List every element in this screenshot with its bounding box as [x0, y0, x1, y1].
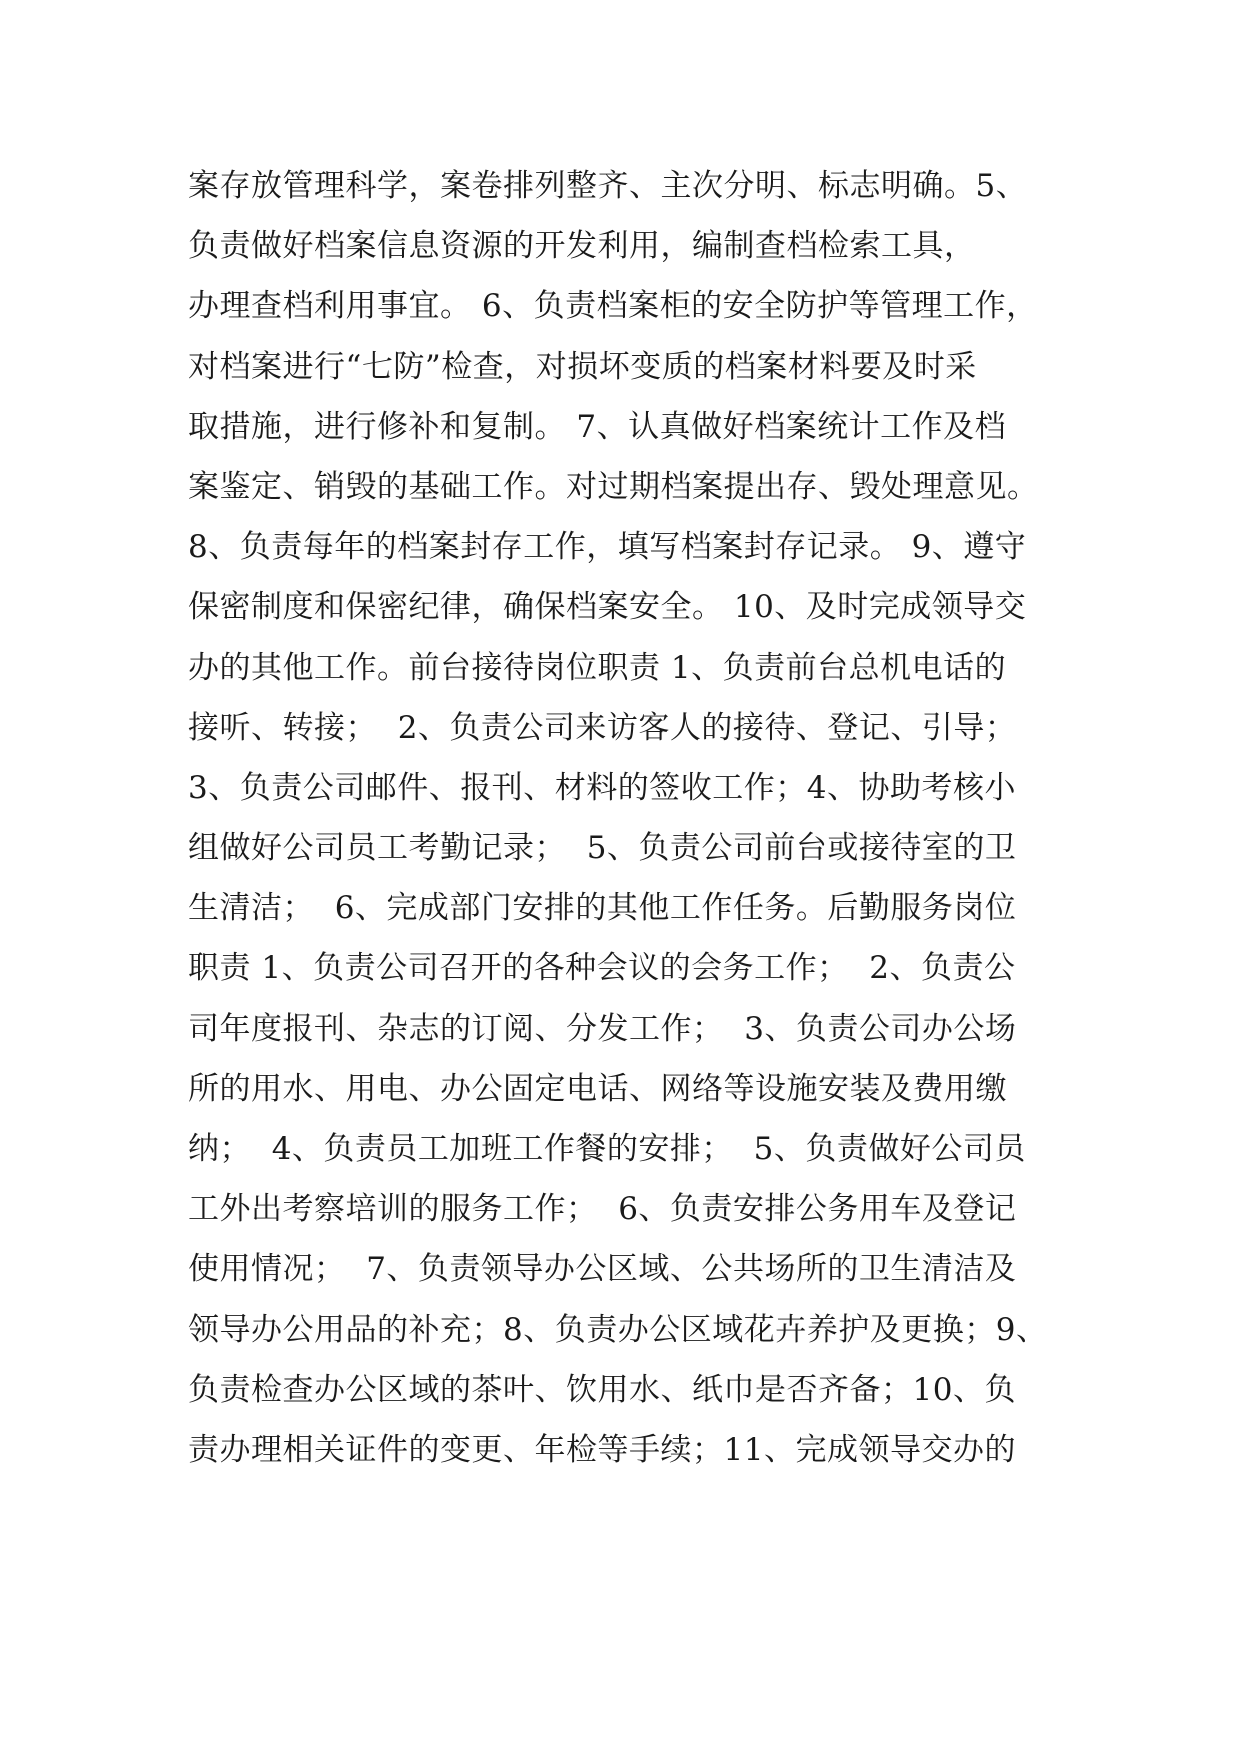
- text-line: 司年度报刊、杂志的订阅、分发工作； 3、负责公司办公场: [188, 1010, 1017, 1047]
- body-text: [188, 156, 1088, 1480]
- text-line: 接听、转接； 2、负责公司来访客人的接待、登记、引导；: [188, 709, 1017, 746]
- text-line: 3、负责公司邮件、报刊、材料的签收工作；4、协助考核小: [188, 769, 1016, 806]
- text-line: 职责 1、负责公司召开的各种会议的会务工作； 2、负责公: [188, 950, 1016, 987]
- text-line: 保密制度和保密纪律，确保档案安全。 10、及时完成领导交: [188, 589, 1027, 626]
- text-line: 办理查档利用事宜。 6、负责档案柜的安全防护等管理工作，: [188, 288, 1038, 325]
- text-line: 工外出考察培训的服务工作； 6、负责安排公务用车及登记: [188, 1191, 1017, 1228]
- text-line: 组做好公司员工考勤记录； 5、负责公司前台或接待室的卫: [188, 830, 1017, 867]
- text-line: 案鉴定、销毁的基础工作。对过期档案提出存、毁处理意见。: [188, 468, 1039, 505]
- text-line: 办的其他工作。前台接待岗位职责 1、负责前台总机电话的: [188, 649, 1007, 686]
- text-line: 8、负责每年的档案封存工作，填写档案封存记录。 9、遵守: [188, 529, 1027, 566]
- text-line: 生清洁； 6、完成部门安排的其他工作任务。后勤服务岗位: [188, 890, 1017, 927]
- text-line: 使用情况； 7、负责领导办公区域、公共场所的卫生清洁及: [188, 1251, 1017, 1288]
- text-line: 取措施，进行修补和复制。 7、认真做好档案统计工作及档: [188, 408, 1007, 445]
- text-line: 负责做好档案信息资源的开发利用，编制查档检索工具，: [188, 228, 976, 265]
- text-line: 案存放管理科学，案卷排列整齐、主次分明、标志明确。5、: [188, 168, 1028, 204]
- text-line: 负责检查办公区域的茶叶、饮用水、纸巾是否齐备；10、负: [188, 1371, 1016, 1408]
- text-line: 责办理相关证件的变更、年检等手续；11、完成领导交办的: [188, 1431, 1016, 1468]
- text-line: 所的用水、用电、办公固定电话、网络等设施安装及费用缴: [188, 1070, 1007, 1107]
- text-line: 领导办公用品的补充；8、负责办公区域花卉养护及更换；9、: [188, 1311, 1048, 1348]
- text-line: 对档案进行“七防”检查，对损坏变质的档案材料要及时采: [188, 348, 977, 385]
- text-line: 纳； 4、负责员工加班工作餐的安排； 5、负责做好公司员: [188, 1131, 1026, 1167]
